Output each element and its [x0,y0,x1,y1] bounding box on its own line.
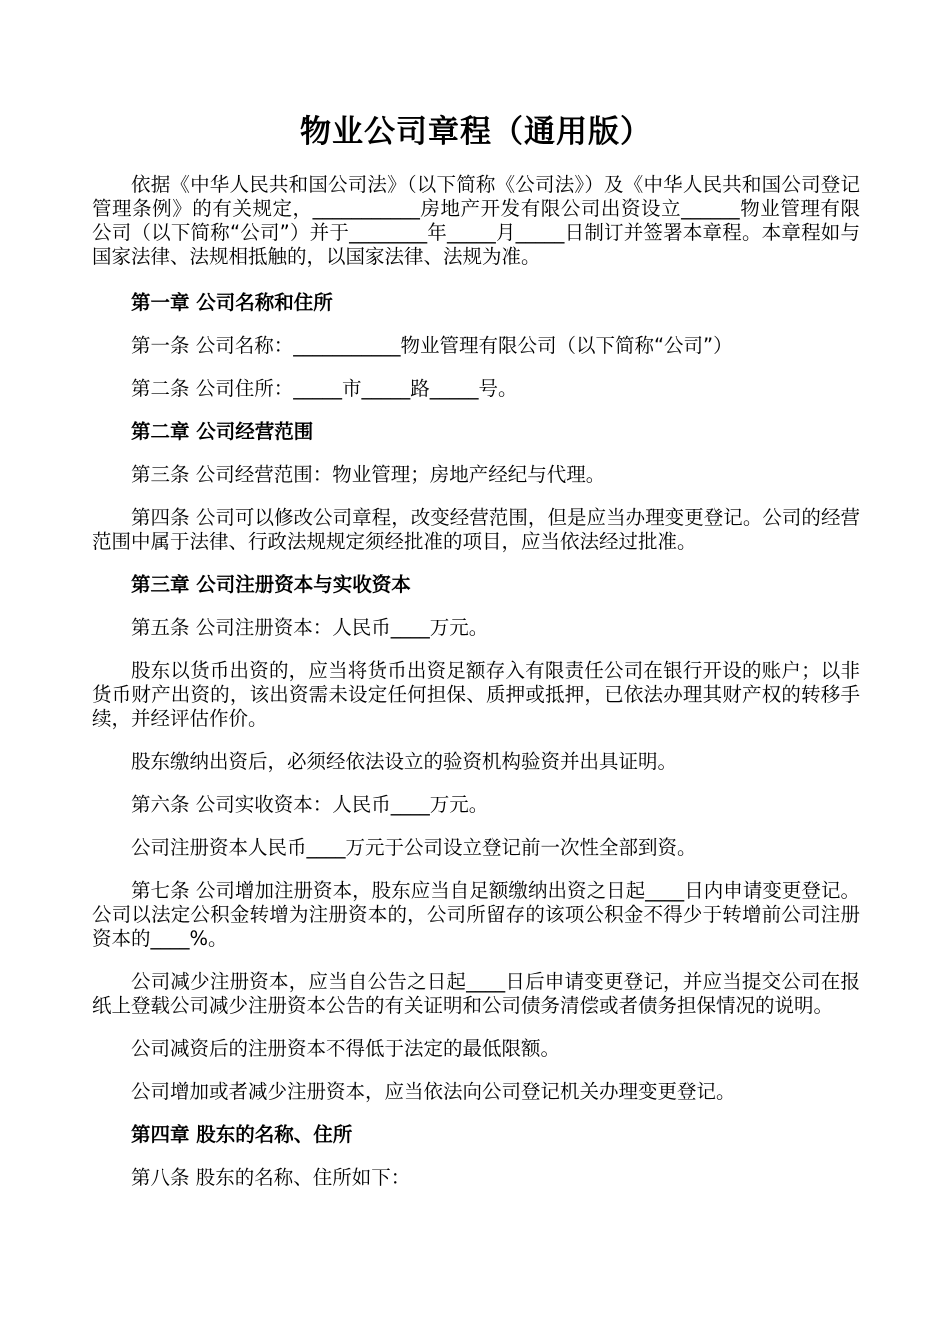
chapter-4-heading: 第四章 股东的名称、住所 [131,1123,353,1146]
paragraph-full-payment: 公司注册资本人民币____万元于公司设立登记前一次性全部到资。 [131,836,697,859]
article-3: 第三条 公司经营范围：物业管理；房地产经纪与代理。 [131,463,606,486]
article-6: 第六条 公司实收资本：人民币____万元。 [131,793,489,816]
paragraph-capital-reduction: 公司减少注册资本，应当自公告之日起____日后申请变更登记，并应当提交公司在报纸上登载公司减少注册资本公告的有关证明和公司债务清偿或者债务担保情况的说明。 [92,970,860,1017]
paragraph-capital-verification: 股东缴纳出资后，必须经依法设立的验资机构验资并出具证明。 [131,750,678,773]
paragraph-change-registration: 公司增加或者减少注册资本，应当依法向公司登记机关办理变更登记。 [131,1080,736,1103]
article-7: 第七条 公司增加注册资本，股东应当自足额缴纳出资之日起____日内申请变更登记。公司以法定公积金转增为注册资本的，公司所留存的该项公积金不得少于转增前公司注册资本的____%。 [92,879,860,950]
paragraph-monetary-contribution: 股东以货币出资的，应当将货币出资足额存入有限责任公司在银行开设的账户；以非货币财产出资的，该出资需未设定任何担保、质押或抵押，已依法办理其财产权的转移手续，并经评估作价。 [92,659,860,730]
chapter-1-heading: 第一章 公司名称和住所 [131,291,333,314]
article-4: 第四条 公司可以修改公司章程，改变经营范围，但是应当办理变更登记。公司的经营范围中属于法律、行政法规规定须经批准的项目，应当依法经过批准。 [92,506,860,553]
article-2: 第二条 公司住所：_____市_____路_____号。 [131,377,518,400]
chapter-3-heading: 第三章 公司注册资本与实收资本 [131,573,411,596]
document-title: 物业公司章程（通用版） [300,114,652,150]
paragraph-minimum-capital: 公司减资后的注册资本不得低于法定的最低限额。 [131,1037,561,1060]
article-8: 第八条 股东的名称、住所如下： [131,1166,411,1189]
chapter-2-heading: 第二章 公司经营范围 [131,420,314,443]
intro-paragraph: 依据《中华人民共和国公司法》（以下简称《公司法》）及《中华人民共和国公司登记管理条例》的有关规定，___________房地产开发有限公司出资设立______物业管理有限公司（以下简称“公司”）并于________年_____月_____日制订并签署本章程。本章程如与国家法律、法规相抵触的，以国家法律、法规为准。 [92,173,860,268]
article-5: 第五条 公司注册资本：人民币____万元。 [131,616,489,639]
article-1: 第一条 公司名称：___________物业管理有限公司（以下简称“公司”） [131,334,733,357]
